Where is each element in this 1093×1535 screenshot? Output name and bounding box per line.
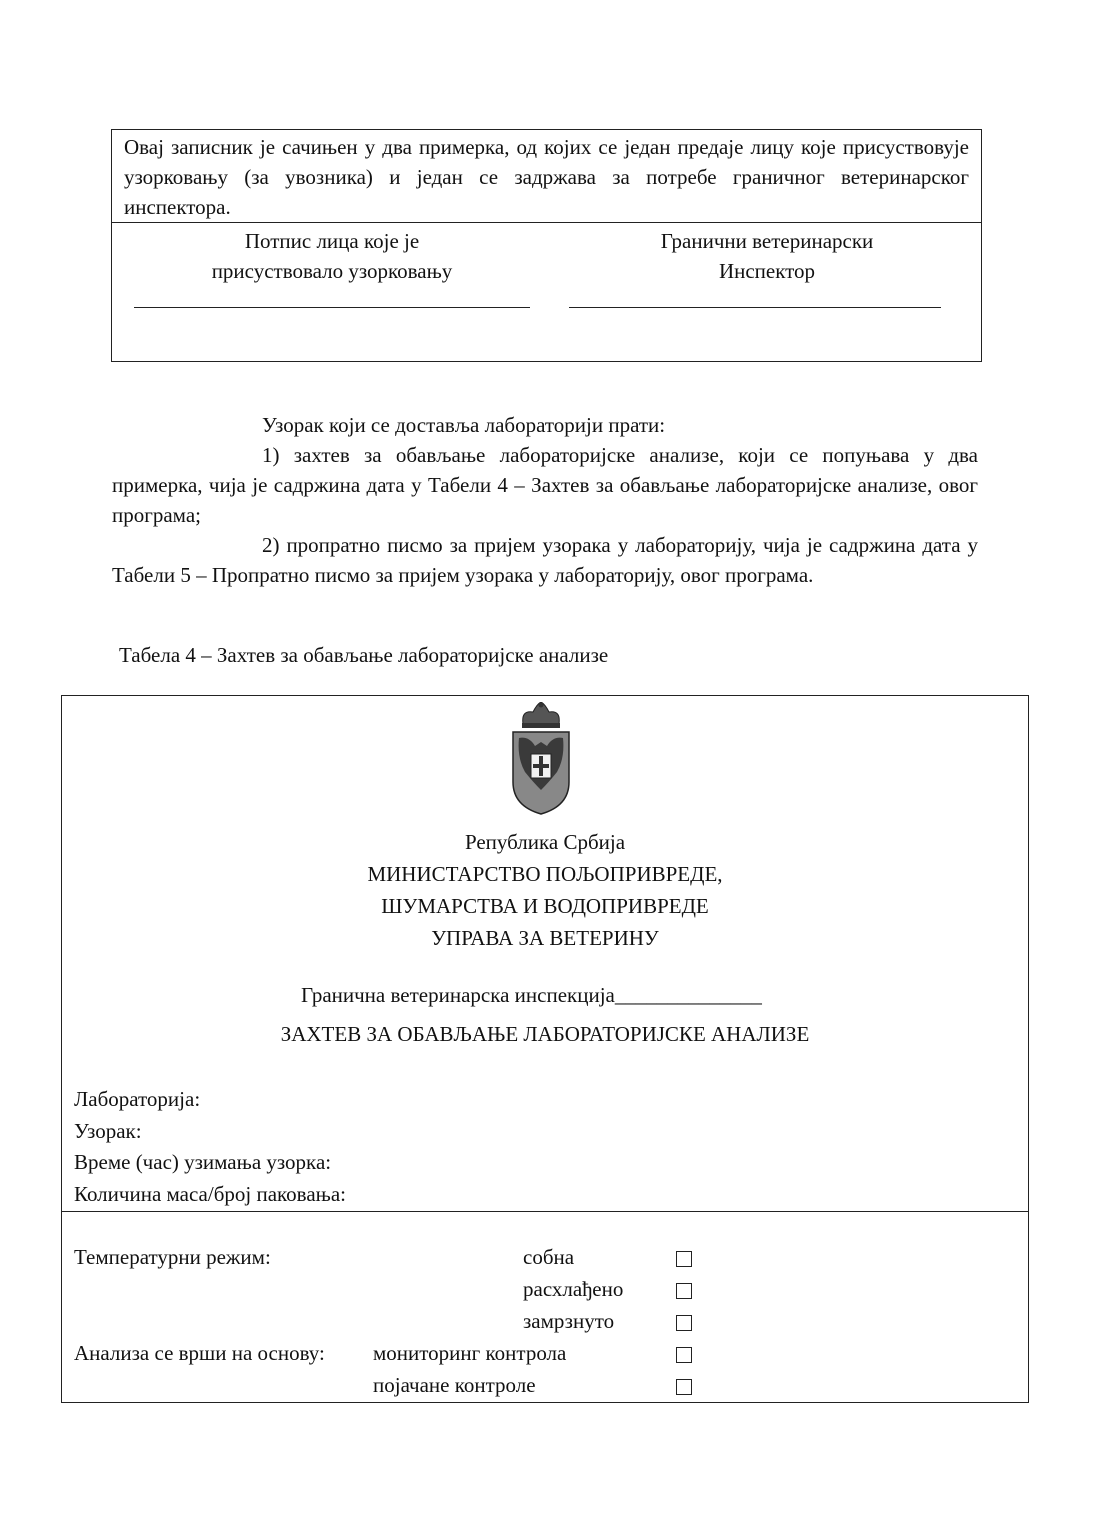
item-1-text: 1) захтев за обављање лабораторијске анализе, који се попуњава у два примерка, чија је садржина дата у Табели 4 – Захтев за обављање лабораторијске анализе, овог програма; xyxy=(112,443,978,527)
field-sampling-time: Време (час) узимања узорка: xyxy=(74,1150,332,1174)
temperature-label: Температурни режим: xyxy=(74,1245,271,1269)
header-ministry-2: ШУМАРСТВА И ВОДОПРИВРЕДЕ xyxy=(381,894,709,918)
record-note-text: Овај записник је сачињен у два примерка, од којих се један предаје лицу које присуствовује узорковању (за увозника) и један се задржава за потребе граничног ветеринарског инспектора. xyxy=(124,135,969,219)
checkbox-frozen[interactable] xyxy=(676,1315,692,1331)
intro-text: Узорак који се доставља лабораторији прати: xyxy=(262,413,666,437)
header-republic: Република Србија xyxy=(464,830,626,854)
table-caption: Табела 4 – Захтев за обављање лабораторијске анализе xyxy=(119,643,609,667)
signature-right-line2: Инспектор xyxy=(718,259,816,283)
checkbox-enhanced[interactable] xyxy=(676,1379,692,1395)
coat-of-arms-icon xyxy=(509,702,573,816)
field-laboratory: Лабораторија: xyxy=(74,1087,201,1111)
checkbox-room[interactable] xyxy=(676,1251,692,1267)
inspection-blank-field[interactable]: ______________ xyxy=(614,983,762,1007)
record-note-box xyxy=(111,129,982,362)
signature-left-line2: присуствовало узорковању xyxy=(211,259,453,283)
divider xyxy=(112,222,981,223)
item-2-text: 2) пропратно писмо за пријем узорака у лабораторију, чија је садржина дата у Табели 5 – Пропратно писмо за пријем узорака у лабораторију, овог програма. xyxy=(112,533,978,587)
signature-left-line1: Потпис лица које је xyxy=(244,229,420,253)
inspection-label: Гранична ветеринарска инспекција xyxy=(301,983,615,1007)
signature-left-field[interactable] xyxy=(134,307,530,308)
analysis-label: Анализа се врши на основу: xyxy=(74,1341,325,1365)
divider xyxy=(62,1211,1028,1212)
option-frozen: замрзнуто xyxy=(523,1309,615,1333)
signature-right-line1: Гранични ветеринарски xyxy=(660,229,874,253)
option-enhanced: појачане контроле xyxy=(373,1373,536,1397)
checkbox-chilled[interactable] xyxy=(676,1283,692,1299)
field-quantity: Количина маса/број паковања: xyxy=(74,1182,346,1206)
header-directorate: УПРАВА ЗА ВЕТЕРИНУ xyxy=(431,926,659,950)
signature-right-field[interactable] xyxy=(569,307,941,308)
field-sample: Узорак: xyxy=(74,1119,142,1143)
signature-left-label xyxy=(132,226,532,286)
form-title: ЗАХТЕВ ЗА ОБАВЉАЊЕ ЛАБОРАТОРИЈСКЕ АНАЛИЗЕ xyxy=(280,1022,810,1046)
option-monitoring: мониторинг контрола xyxy=(373,1341,567,1365)
signature-right-label xyxy=(568,226,966,286)
checkbox-monitoring[interactable] xyxy=(676,1347,692,1363)
header-ministry-1: МИНИСТАРСТВО ПОЉОПРИВРЕДЕ, xyxy=(367,862,723,886)
option-chilled: расхлађено xyxy=(523,1277,624,1301)
lab-request-form xyxy=(61,695,1029,1403)
option-room: собна xyxy=(523,1245,575,1269)
